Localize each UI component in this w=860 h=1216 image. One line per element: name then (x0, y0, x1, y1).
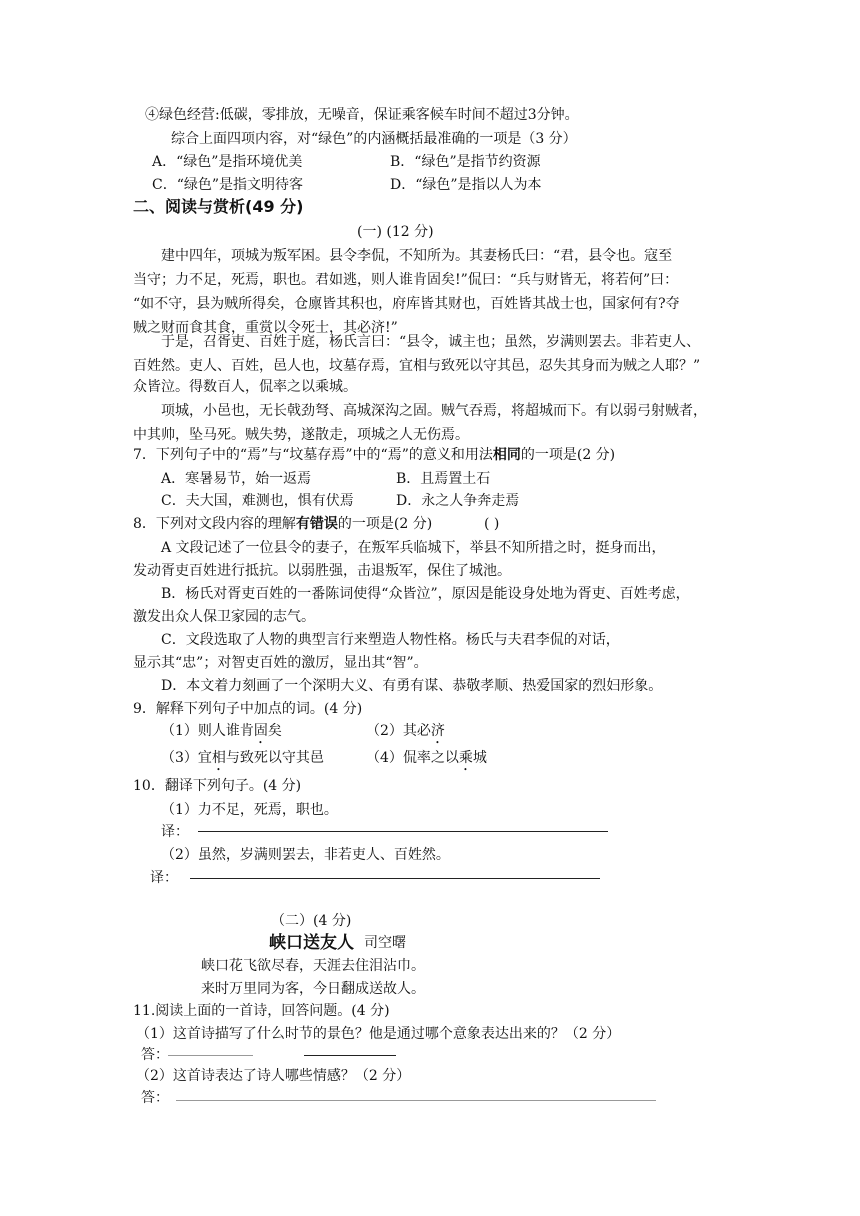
q9-item-2: （2）其必济 (366, 723, 445, 739)
passage-line: 于是，召胥吏、百姓于庭，杨氏言曰：“县令，诚主也；虽然，岁满则罢去。非若吏人、 (161, 334, 701, 350)
q9-item-4: （4）侃率之以乘城 (366, 750, 487, 766)
q8-option-b-cont: 激发出众人保卫家园的志气。 (133, 609, 315, 625)
option-d: D．“绿色”是指以人为本 (390, 177, 542, 193)
poem-line-1: 峡口花飞欲尽春，天涯去住泪沾巾。 (201, 958, 425, 974)
q7-option-b: B．且焉置土石 (396, 471, 491, 487)
option-c: C．“绿色”是指文明待客 (152, 177, 304, 193)
passage-line: 百姓然。吏人、百姓，邑人也，坟墓存焉，宜相与致死以守其邑，忍失其身而为贼之人耶？” (133, 358, 701, 374)
poem-line-2: 来时万里同为客，今日翻成送故人。 (201, 981, 425, 997)
q7-option-c: C．夫大国，难测也，惧有伏焉 (161, 493, 354, 509)
poem-title: 峡口送友人 (269, 933, 354, 953)
q8-option-d: D．本文着力刻画了一个深明大义、有勇有谋、恭敬孝顺、热爱国家的烈妇形象。 (161, 678, 663, 694)
q11-sub-1: （1）这首诗描写了什么时节的景色？他是通过哪个意象表达出来的？（2 分） (136, 1026, 621, 1042)
q7-option-a: A．寒暑易节，始一返焉 (161, 471, 312, 487)
q8-option-a-cont: 发动胥吏百姓进行抵抗。以弱胜强，击退叛军，保住了城池。 (133, 563, 511, 579)
part-2-label: （二）(4 分) (271, 913, 352, 929)
q8-answer-blank: ( ) (484, 516, 500, 532)
q9-item-1: （1）则人谁肯固矣 (161, 723, 282, 739)
q9-item-3: （3）宜相与致死以守其邑 (161, 750, 324, 766)
option-a: A．“绿色”是指环境优美 (152, 154, 303, 170)
q8-option-c-cont: 显示其“忠”；对智吏百姓的激厉，显出其“智”。 (133, 655, 428, 671)
q10-answer-line-1[interactable] (198, 831, 608, 832)
q10-sentence-2: （2）虽然，岁满则罢去，非若吏人、百姓然。 (161, 847, 450, 863)
passage-line: 建中四年，项城为叛军困。县令李侃，不知所为。其妻杨氏曰：“君，县令也。寇至 (161, 248, 673, 264)
passage-line: 中其帅，坠马死。贼失势，遂散走，项城之人无伤焉。 (133, 427, 469, 443)
q7-option-d: D．永之人争奔走焉 (396, 493, 520, 509)
q11-answer-label-2: 答： (141, 1090, 169, 1106)
section-heading: 二、阅读与赏析(49 分) (133, 197, 304, 216)
q10-sentence-1: （1）力不足，死焉，职也。 (161, 802, 338, 818)
passage-line: “如不守，县为贼所得矣，仓廪皆其积也，府库皆其财也，百姓皆其战士也，国家何有?夺 (133, 296, 680, 312)
question-10: 10．翻译下列句子。(4 分) (133, 778, 302, 794)
poem-author: 司空曙 (364, 935, 406, 951)
passage-line: 贼之财而食其食，重赏以令死士，其必济!” (133, 320, 398, 336)
question-8: 8．下列对文段内容的理解有错误的一项是(2 分) (133, 516, 433, 532)
passage-line: 项城，小邑也，无长戟劲弩、高城深沟之固。贼气吞焉，将超城而下。有以弱弓射贼者， (161, 403, 707, 419)
question-green-meaning: 综合上面四项内容，对“绿色”的内涵概括最准确的一项是（3 分） (171, 131, 577, 147)
question-7: 7．下列句子中的“焉”与“坟墓存焉”中的“焉”的意义和用法相同的一项是(2 分) (133, 447, 616, 463)
q11-answer-line-1a[interactable] (168, 1055, 253, 1056)
q11-answer-line-1b[interactable] (304, 1055, 396, 1056)
q11-answer-line-2[interactable] (176, 1100, 656, 1101)
option-b: B．“绿色”是指节约资源 (390, 154, 541, 170)
q11-sub-2: （2）这首诗表达了诗人哪些情感？（2 分） (136, 1068, 411, 1084)
q8-option-c: C．文段选取了人物的典型言行来塑造人物性格。杨氏与夫君李侃的对话， (161, 632, 620, 648)
q8-option-a: A 文段记述了一位县令的妻子，在叛军兵临城下，举县不知所措之时，挺身而出， (161, 540, 666, 556)
q10-translate-label-1: 译： (161, 824, 189, 840)
q8-option-b: B．杨氏对胥吏百姓的一番陈词使得“众皆泣”，原因是能设身处地为胥吏、百姓考虑， (161, 586, 690, 602)
part-1-label: (一) (12 分) (357, 224, 434, 240)
question-11: 11.阅读上面的一首诗，回答问题。(4 分) (133, 1003, 390, 1019)
passage-line: 当守；力不足，死焉，职也。君如逃，则人谁肯固矣!”侃曰：“兵与财皆无，将若何”曰： (133, 272, 679, 288)
q11-answer-label-1: 答： (141, 1047, 169, 1063)
q10-answer-line-2[interactable] (190, 878, 600, 879)
q10-translate-label-2: 译： (150, 870, 178, 886)
question-9: 9．解释下列句子中加点的词。(4 分) (133, 701, 363, 717)
item-4-green-operation: ④绿色经营:低碳，零排放，无噪音，保证乘客候车时间不超过3分钟。 (145, 107, 579, 123)
passage-line: 众皆泣。得数百人，侃率之以乘城。 (133, 379, 357, 395)
